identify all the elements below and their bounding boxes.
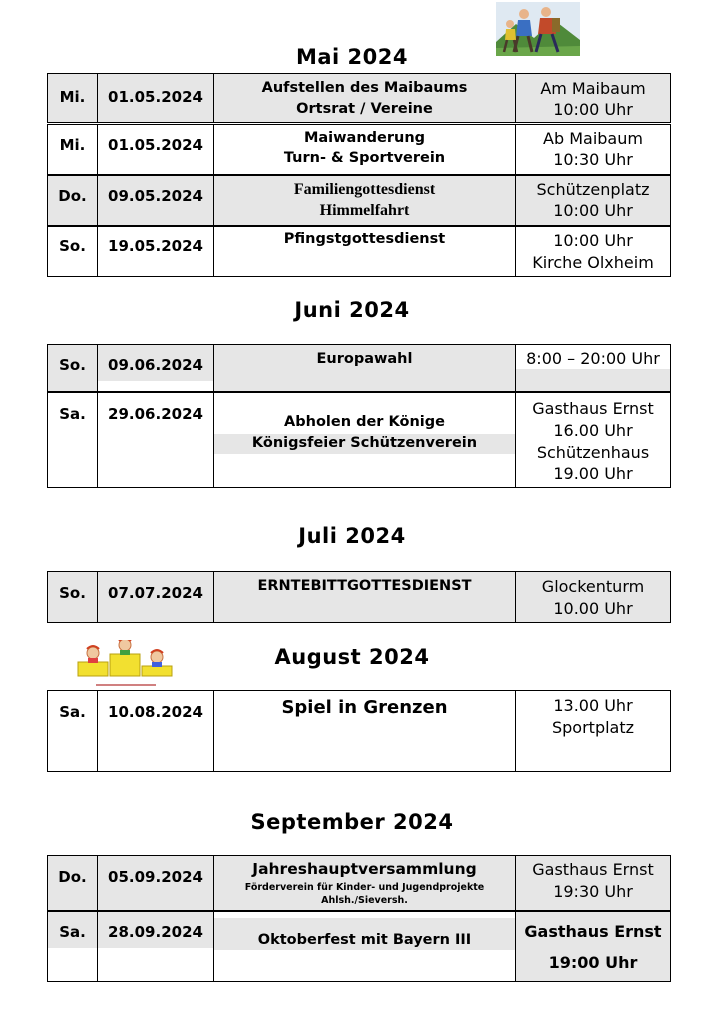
month-heading-august: August 2024 [274, 645, 430, 669]
event-title: Jahreshauptversammlung [252, 860, 477, 878]
event-time: 10:00 Uhr [553, 231, 633, 250]
event-organizer: Königsfeier Schützenverein [251, 435, 478, 451]
event-place: Glockenturm [541, 577, 645, 596]
event-time: 19.00 Uhr [553, 464, 633, 483]
event-date: 28.09.2024 [108, 923, 203, 941]
event-day: Mi. [59, 88, 86, 106]
event-date: 09.06.2024 [108, 356, 203, 374]
event-time: 10:00 Uhr [553, 100, 633, 119]
event-title: Spiel in Grenzen [281, 697, 448, 718]
event-place: Am Maibaum [540, 79, 646, 98]
event-day: Do. [58, 187, 87, 205]
event-time: 16.00 Uhr [553, 421, 633, 440]
event-time: 10:00 Uhr [553, 201, 633, 220]
event-place: Gasthaus Ernst [532, 860, 654, 879]
event-row [47, 226, 671, 277]
event-row [47, 124, 671, 175]
event-row [47, 392, 671, 488]
event-organizer-location: Ahlsh./Sieversh. [321, 895, 408, 906]
event-day: Sa. [59, 923, 86, 941]
event-place: Sportplatz [551, 718, 635, 737]
event-day: Do. [58, 868, 87, 886]
event-day: Sa. [59, 405, 86, 423]
event-organizer: Turn- & Sportverein [283, 150, 446, 166]
event-place: Schützenhaus [536, 443, 650, 462]
event-place: Kirche Olxheim [532, 253, 654, 272]
event-row [47, 73, 671, 123]
event-date: 05.09.2024 [108, 868, 203, 886]
event-title: Abholen der Könige [284, 414, 445, 430]
event-title: ERNTEBITTGOTTESDIENST [257, 578, 472, 594]
event-time: 19:00 Uhr [548, 953, 638, 972]
event-date: 01.05.2024 [108, 136, 203, 154]
event-organizer: Förderverein für Kinder- und Jugendprojekte [244, 882, 485, 893]
event-row [47, 571, 671, 623]
event-date: 19.05.2024 [108, 237, 203, 255]
event-organizer: Ortsrat / Vereine [296, 101, 433, 117]
month-heading-juni: Juni 2024 [294, 298, 410, 322]
event-occasion: Himmelfahrt [319, 202, 410, 219]
event-date: 09.05.2024 [108, 187, 203, 205]
event-day: So. [59, 237, 86, 255]
event-place: Gasthaus Ernst [524, 922, 662, 941]
event-title: Maiwanderung [303, 130, 426, 146]
event-date: 01.05.2024 [108, 88, 203, 106]
event-row [47, 855, 671, 911]
event-title: Aufstellen des Maibaums [261, 80, 468, 96]
event-title: Pfingstgottesdienst [283, 231, 446, 247]
month-heading-september: September 2024 [250, 810, 454, 834]
event-title: Familiengottesdienst [293, 181, 436, 198]
event-day: So. [59, 584, 86, 602]
event-date: 07.07.2024 [108, 584, 203, 602]
event-time: 8:00 – 20:00 Uhr [526, 349, 660, 368]
event-time: 10.00 Uhr [553, 599, 633, 618]
event-date: 29.06.2024 [108, 405, 203, 423]
event-time: 13.00 Uhr [553, 696, 633, 715]
event-time: 19:30 Uhr [553, 882, 633, 901]
event-date: 10.08.2024 [108, 703, 203, 721]
event-row [47, 911, 671, 982]
event-day: So. [59, 356, 86, 374]
event-time: 10:30 Uhr [553, 150, 633, 169]
event-place: Ab Maibaum [543, 129, 643, 148]
event-row [47, 175, 671, 226]
event-title: Oktoberfest mit Bayern III [257, 932, 472, 948]
event-row [47, 344, 671, 392]
event-day: Sa. [59, 703, 86, 721]
event-title: Europawahl [316, 351, 413, 367]
month-heading-mai: Mai 2024 [295, 45, 409, 69]
event-place: Schützenplatz [536, 180, 650, 199]
event-row [47, 690, 671, 772]
event-place: Gasthaus Ernst [532, 399, 654, 418]
event-day: Mi. [59, 136, 86, 154]
month-heading-juli: Juli 2024 [298, 524, 406, 548]
